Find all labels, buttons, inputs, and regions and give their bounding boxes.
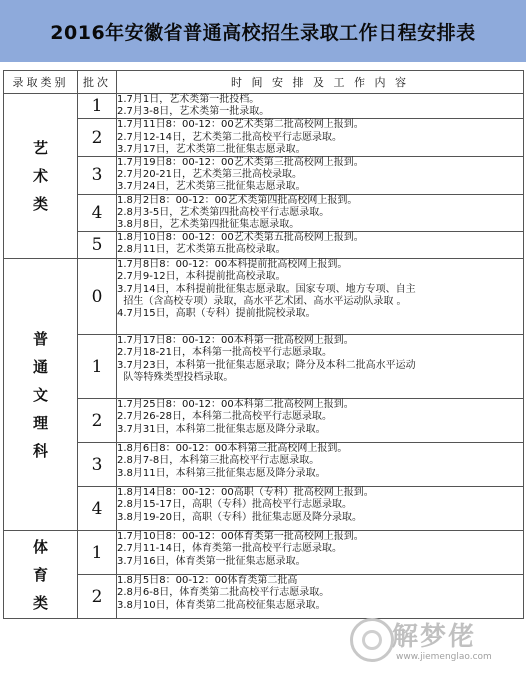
schedule-line: 1.7月25日8：00-12：00本科第二批高校网上报到。 (117, 399, 354, 411)
batch-number: 3 (78, 443, 117, 487)
category-char: 体 (32, 537, 48, 556)
batch-number: 2 (78, 575, 117, 619)
schedule-line: 2.8月11日，艺术类第五批高校录取。 (117, 244, 286, 256)
schedule-line: 2.8月3-5日，艺术类第四批高校平行志愿录取。 (117, 206, 330, 218)
category-char: 类 (32, 195, 48, 214)
header-category: 录取类别 (4, 71, 78, 94)
category-char: 文 (32, 385, 48, 404)
category-char: 类 (32, 593, 48, 612)
schedule-line: 2.7月3-8日，艺术类第一批录取。 (117, 106, 270, 118)
category-char: 普 (32, 329, 48, 348)
schedule-line: 2.8月6-8日，体育类第二批高校平行志愿录取。 (117, 587, 330, 599)
watermark-logo-icon (350, 618, 394, 662)
watermark-text: 解梦佬 (392, 622, 477, 652)
schedule-line: 3.8月19-20日，高职（专科）批征集志愿及降分录取。 (117, 511, 362, 523)
watermark (350, 612, 520, 670)
schedule-content (117, 443, 524, 487)
category-cell (4, 531, 78, 619)
batch-number: 3 (78, 157, 117, 195)
schedule-line: 1.8月5日8：00-12：00体育类第二批高 (117, 575, 298, 587)
category-cell (4, 259, 78, 531)
header-content: 时 间 安 排 及 工 作 内 容 (117, 71, 524, 94)
category-char: 通 (32, 357, 48, 376)
batch-number: 1 (78, 94, 117, 119)
schedule-line: 3.7月31日，本科第二批征集志愿及降分录取。 (117, 423, 326, 435)
batch-number: 0 (78, 259, 117, 335)
schedule-line: 3.8月11日，本科第三批征集志愿及降分录取。 (117, 467, 326, 479)
schedule-line: 1.8月10日8：00-12：00艺术类第五批高校网上报到。 (117, 232, 364, 244)
table-row (4, 443, 524, 487)
schedule-content (117, 399, 524, 443)
schedule-line: 2.7月20-21日，艺术类第三批高校录取。 (117, 169, 302, 181)
schedule-content (117, 194, 524, 232)
schedule-line: 招生（含高校专项）录取，高水平艺术团、高水平运动队录取 。 (117, 295, 407, 307)
schedule-line: 队等特殊类型投档录取。 (117, 371, 234, 383)
table-row (4, 232, 524, 259)
table-row (4, 399, 524, 443)
category-char: 艺 (32, 139, 48, 158)
watermark-url: www.jiemenglao.com (396, 652, 492, 662)
table-row (4, 119, 524, 157)
table-row (4, 335, 524, 399)
schedule-line: 1.7月1日，艺术类第一批投档。 (117, 94, 260, 105)
schedule-line: 2.8月7-8日，本科第三批高校平行志愿录取。 (117, 455, 320, 467)
schedule-line: 1.8月6日8：00-12：00本科第三批高校网上报到。 (117, 443, 348, 455)
schedule-line: 1.7月10日8：00-12：00体育类第一批高校网上报到。 (117, 531, 364, 543)
schedule-line: 3.7月24日，艺术类第三批征集志愿录取。 (117, 181, 306, 193)
schedule-line: 3.7月17日，艺术类第二批征集志愿录取。 (117, 143, 306, 155)
schedule-line: 2.7月9-12日，本科提前批高校录取。 (117, 271, 286, 283)
schedule-line: 1.7月11日8：00-12：00艺术类第二批高校网上报到。 (117, 119, 364, 131)
page-title: 2016年安徽省普通高校招生录取工作日程安排表 (50, 21, 476, 44)
header-batch: 批次 (78, 71, 117, 94)
schedule-line: 2.7月26-28日，本科第二批高校平行志愿录取。 (117, 411, 332, 423)
batch-number: 4 (78, 487, 117, 531)
schedule-line: 1.8月14日8：00-12：00高职（专科）批高校网上报到。 (117, 487, 374, 499)
schedule-content (117, 335, 524, 399)
title-banner (0, 0, 526, 62)
schedule-content (117, 575, 524, 619)
batch-number: 4 (78, 194, 117, 232)
schedule-content (117, 94, 524, 119)
table-row (4, 94, 524, 119)
schedule-line: 2.7月11-14日，体育类第一批高校平行志愿录取。 (117, 543, 342, 555)
schedule-line: 1.7月19日8：00-12：00艺术类第三批高校网上报到。 (117, 157, 364, 169)
schedule-line: 1.7月8日8：00-12：00本科提前批高校网上报到。 (117, 259, 348, 271)
schedule-content (117, 232, 524, 259)
batch-number: 1 (78, 335, 117, 399)
schedule-line: 3.8月8日，艺术类第四批征集志愿录取。 (117, 219, 300, 231)
schedule-line: 3.8月10日，体育类第二批高校征集志愿录取。 (117, 599, 326, 611)
schedule-line: 1.7月17日8：00-12：00本科第一批高校网上报到。 (117, 335, 354, 347)
schedule-line: 2.7月12-14日，艺术类第二批高校平行志愿录取。 (117, 131, 342, 143)
header-row (4, 71, 524, 94)
schedule-content (117, 531, 524, 575)
batch-number: 1 (78, 531, 117, 575)
schedule-line: 1.8月2日8：00-12：00艺术类第四批高校网上报到。 (117, 194, 358, 206)
schedule-line: 4.7月15日，高职（专科）提前批院校录取。 (117, 308, 316, 320)
schedule-content (117, 259, 524, 335)
batch-number: 5 (78, 232, 117, 259)
schedule-line: 2.8月15-17日，高职（专科）批高校平行志愿录取。 (117, 499, 352, 511)
table-row (4, 487, 524, 531)
category-char: 科 (32, 441, 48, 460)
table-row (4, 194, 524, 232)
schedule-content (117, 119, 524, 157)
category-char: 术 (32, 167, 48, 186)
category-cell (4, 94, 78, 259)
table-row (4, 575, 524, 619)
batch-number: 2 (78, 399, 117, 443)
table-row (4, 157, 524, 195)
category-char: 育 (32, 565, 48, 584)
batch-number: 2 (78, 119, 117, 157)
schedule-content (117, 487, 524, 531)
schedule-line: 3.7月14日，本科提前批征集志愿录取。国家专项、地方专项、自主 (117, 283, 416, 295)
table-row (4, 531, 524, 575)
schedule-table (3, 70, 524, 619)
category-char: 理 (32, 413, 48, 432)
table-row (4, 259, 524, 335)
schedule-content (117, 157, 524, 195)
schedule-body (4, 94, 524, 619)
schedule-line: 2.7月18-21日，本科第一批高校平行志愿录取。 (117, 347, 332, 359)
schedule-line: 3.7月23日，本科第一批征集志愿录取；降分及本科二批高水平运动 (117, 359, 416, 371)
schedule-line: 3.7月16日，体育类第一批征集志愿录取。 (117, 555, 306, 567)
